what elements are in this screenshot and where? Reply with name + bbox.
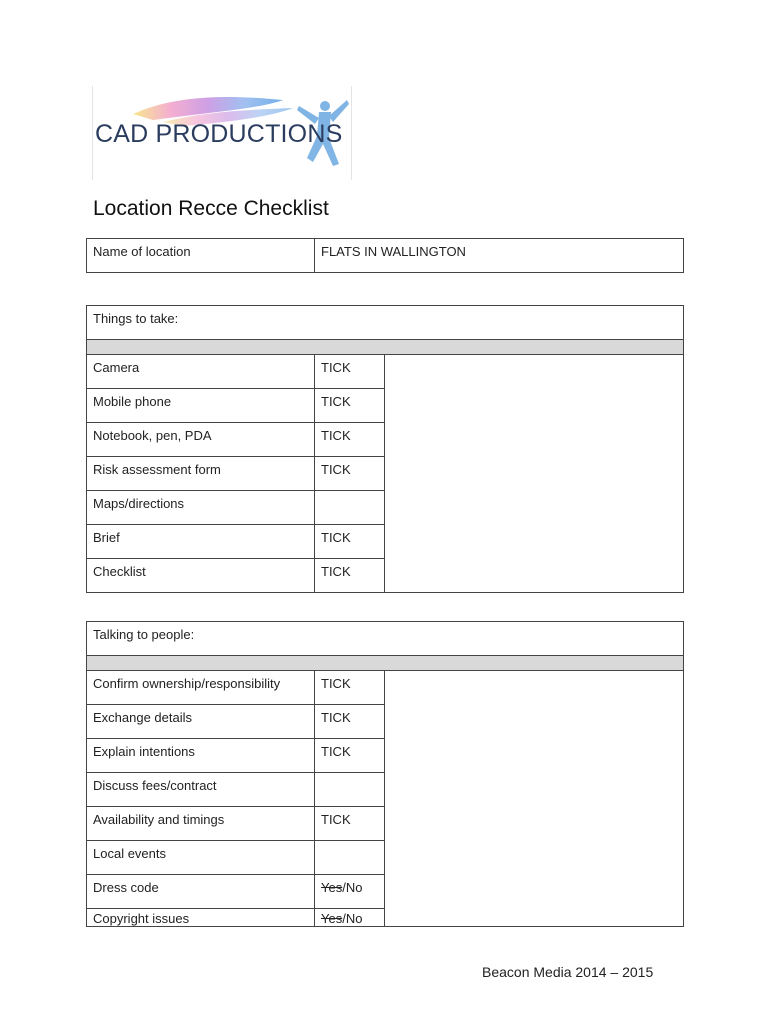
table-row [87, 671, 684, 705]
table-row [87, 355, 684, 389]
item-label: Dress code [87, 875, 315, 909]
shaded-divider-row [87, 656, 684, 671]
remaining-option: /No [342, 911, 363, 926]
item-status: TICK [315, 355, 385, 389]
item-label: Exchange details [87, 705, 315, 739]
things-to-take-heading: Things to take: [87, 306, 684, 340]
item-status: TICK [315, 389, 385, 423]
shaded-divider-row [87, 340, 684, 355]
item-status: TICK [315, 807, 385, 841]
things-to-take-table [86, 305, 684, 593]
item-label: Confirm ownership/responsibility [87, 671, 315, 705]
item-label: Copyright issues [87, 909, 315, 927]
item-label: Explain intentions [87, 739, 315, 773]
item-status [315, 875, 385, 909]
item-label: Brief [87, 525, 315, 559]
item-label: Availability and timings [87, 807, 315, 841]
location-table [86, 238, 684, 273]
item-label: Camera [87, 355, 315, 389]
item-status [315, 909, 385, 927]
remaining-option: /No [342, 880, 363, 895]
table-row [87, 306, 684, 340]
item-label: Local events [87, 841, 315, 875]
item-status: TICK [315, 705, 385, 739]
item-status: TICK [315, 559, 385, 593]
item-label: Maps/directions [87, 491, 315, 525]
document-title: Location Recce Checklist [93, 197, 329, 220]
item-label: Notebook, pen, PDA [87, 423, 315, 457]
talking-to-people-heading: Talking to people: [87, 622, 684, 656]
talking-to-people-table [86, 621, 684, 927]
footer-text: Beacon Media 2014 – 2015 [482, 964, 654, 980]
item-label: Risk assessment form [87, 457, 315, 491]
item-status: TICK [315, 739, 385, 773]
struck-option: Yes [321, 880, 343, 895]
item-status: TICK [315, 457, 385, 491]
logo-text: CAD PRODUCTIONS [95, 120, 343, 148]
table-row [87, 340, 684, 355]
notes-cell [385, 671, 684, 927]
item-status [315, 491, 385, 525]
cad-productions-logo [92, 86, 352, 180]
item-status: TICK [315, 525, 385, 559]
item-label: Checklist [87, 559, 315, 593]
item-label: Mobile phone [87, 389, 315, 423]
item-status: TICK [315, 671, 385, 705]
table-row [87, 622, 684, 656]
table-row [87, 239, 684, 273]
item-status [315, 841, 385, 875]
item-status: TICK [315, 423, 385, 457]
table-row [87, 656, 684, 671]
item-status [315, 773, 385, 807]
item-label: Discuss fees/contract [87, 773, 315, 807]
struck-option: Yes [321, 911, 343, 926]
location-value: FLATS IN WALLINGTON [315, 239, 684, 273]
location-label: Name of location [87, 239, 315, 273]
notes-cell [385, 355, 684, 593]
